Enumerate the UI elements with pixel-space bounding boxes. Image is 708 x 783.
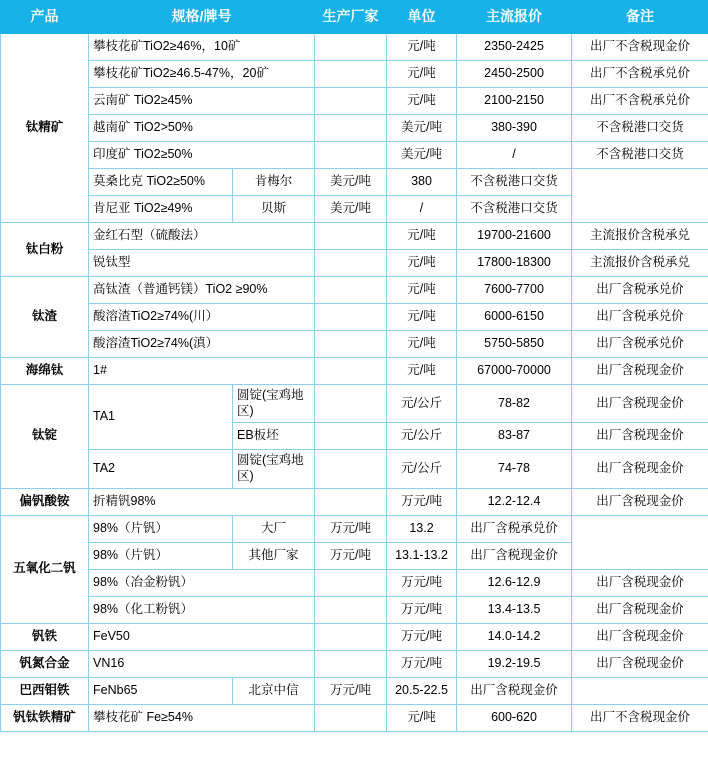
spec-name: 酸溶渣TiO2≥74%(川） xyxy=(89,304,315,331)
header-price: 主流报价 xyxy=(457,1,572,34)
manufacturer xyxy=(315,331,387,358)
product-name: 钒钛铁精矿 xyxy=(1,704,89,731)
note: 出厂含税现金价 xyxy=(572,358,708,385)
header-spec: 规格/牌号 xyxy=(89,1,315,34)
note: 出厂含税现金价 xyxy=(572,650,708,677)
unit: 万元/吨 xyxy=(387,650,457,677)
note: 出厂含税现金价 xyxy=(572,488,708,515)
unit: 元/吨 xyxy=(387,88,457,115)
table-row xyxy=(1,623,708,650)
price: 12.6-12.9 xyxy=(457,569,572,596)
spec-name: 云南矿 TiO2≥45% xyxy=(89,88,315,115)
unit: 元/吨 xyxy=(387,277,457,304)
price: 380 xyxy=(387,169,457,196)
note: 不含税港口交货 xyxy=(572,115,708,142)
table-row xyxy=(1,596,708,623)
header-manufacturer: 生产厂家 xyxy=(315,1,387,34)
table-row xyxy=(1,115,708,142)
unit: 元/吨 xyxy=(387,61,457,88)
product-name: 钒铁 xyxy=(1,623,89,650)
unit: 万元/吨 xyxy=(315,515,387,542)
unit: 万元/吨 xyxy=(315,542,387,569)
unit: 美元/吨 xyxy=(387,142,457,169)
note: 出厂不含税现金价 xyxy=(572,34,708,61)
spec-name: 攀枝花矿TiO2≥46.5-47%，20矿 xyxy=(89,61,315,88)
price: 7600-7700 xyxy=(457,277,572,304)
price: 14.0-14.2 xyxy=(457,623,572,650)
product-name: 钛渣 xyxy=(1,277,89,358)
spec-subtype: 圆锭(宝鸡地区) xyxy=(233,385,315,423)
unit: 元/吨 xyxy=(387,34,457,61)
note: 出厂含税承兑价 xyxy=(572,277,708,304)
note: 出厂含税承兑价 xyxy=(457,515,572,542)
unit: 元/吨 xyxy=(387,250,457,277)
product-name: 巴西钼铁 xyxy=(1,677,89,704)
unit: 万元/吨 xyxy=(387,569,457,596)
table-row xyxy=(1,169,708,196)
manufacturer: 大厂 xyxy=(233,515,315,542)
table-row xyxy=(1,223,708,250)
manufacturer xyxy=(315,34,387,61)
table-row xyxy=(1,704,708,731)
note: 出厂含税现金价 xyxy=(572,623,708,650)
product-name: 五氧化二钒 xyxy=(1,515,89,623)
product-name: 钛白粉 xyxy=(1,223,89,277)
note: 出厂含税现金价 xyxy=(572,450,708,488)
unit: 美元/吨 xyxy=(315,196,387,223)
table-row xyxy=(1,358,708,385)
spec-name: VN16 xyxy=(89,650,315,677)
header-product: 产品 xyxy=(1,1,89,34)
spec-name: 锐钛型 xyxy=(89,250,315,277)
table-row xyxy=(1,385,708,423)
note: 出厂不含税现金价 xyxy=(572,704,708,731)
table-row xyxy=(1,196,708,223)
price: 17800-18300 xyxy=(457,250,572,277)
price: 2450-2500 xyxy=(457,61,572,88)
note: 出厂含税现金价 xyxy=(457,677,572,704)
note: 主流报价含税承兑 xyxy=(572,250,708,277)
manufacturer xyxy=(315,277,387,304)
manufacturer xyxy=(315,596,387,623)
spec-name: 攀枝花矿 Fe≥54% xyxy=(89,704,315,731)
table-row xyxy=(1,488,708,515)
spec-name: FeV50 xyxy=(89,623,315,650)
note: 主流报价含税承兑 xyxy=(572,223,708,250)
price: 380-390 xyxy=(457,115,572,142)
note: 出厂含税现金价 xyxy=(572,569,708,596)
manufacturer: 其他厂家 xyxy=(233,542,315,569)
unit: 万元/吨 xyxy=(315,677,387,704)
price: / xyxy=(387,196,457,223)
note: 出厂含税现金价 xyxy=(572,596,708,623)
manufacturer xyxy=(315,88,387,115)
price: 83-87 xyxy=(457,423,572,450)
price: 13.2 xyxy=(387,515,457,542)
manufacturer xyxy=(315,704,387,731)
spec-name: TA2 xyxy=(89,450,233,488)
table-row xyxy=(1,542,708,569)
price: 12.2-12.4 xyxy=(457,488,572,515)
spec-name: 莫桑比克 TiO2≥50% xyxy=(89,169,233,196)
price: 13.4-13.5 xyxy=(457,596,572,623)
unit: 元/吨 xyxy=(387,358,457,385)
table-row xyxy=(1,650,708,677)
note: 出厂含税现金价 xyxy=(572,423,708,450)
manufacturer xyxy=(315,115,387,142)
unit: 元/吨 xyxy=(387,331,457,358)
table-row xyxy=(1,61,708,88)
table-row xyxy=(1,277,708,304)
product-name: 钛锭 xyxy=(1,385,89,489)
spec-name: 1# xyxy=(89,358,315,385)
note: 出厂不含税承兑价 xyxy=(572,88,708,115)
unit: 万元/吨 xyxy=(387,596,457,623)
table-row xyxy=(1,677,708,704)
price: 20.5-22.5 xyxy=(387,677,457,704)
spec-name: 攀枝花矿TiO2≥46%，10矿 xyxy=(89,34,315,61)
unit: 美元/吨 xyxy=(315,169,387,196)
spec-name: 98%（冶金粉钒） xyxy=(89,569,315,596)
price: 13.1-13.2 xyxy=(387,542,457,569)
price: 2350-2425 xyxy=(457,34,572,61)
price: 6000-6150 xyxy=(457,304,572,331)
unit: 万元/吨 xyxy=(387,488,457,515)
unit: 元/公斤 xyxy=(387,450,457,488)
table-row xyxy=(1,34,708,61)
price: 600-620 xyxy=(457,704,572,731)
manufacturer xyxy=(315,61,387,88)
spec-name: 肯尼亚 TiO2≥49% xyxy=(89,196,233,223)
unit: 美元/吨 xyxy=(387,115,457,142)
manufacturer xyxy=(315,223,387,250)
product-name: 海绵钛 xyxy=(1,358,89,385)
table-row xyxy=(1,331,708,358)
product-name: 钒氮合金 xyxy=(1,650,89,677)
manufacturer: 肯梅尔 xyxy=(233,169,315,196)
manufacturer xyxy=(315,250,387,277)
spec-name: 高钛渣（普通钙镁）TiO2 ≥90% xyxy=(89,277,315,304)
spec-name: TA1 xyxy=(89,385,233,450)
manufacturer xyxy=(315,650,387,677)
spec-name: 98%（化工粉钒） xyxy=(89,596,315,623)
spec-name: FeNb65 xyxy=(89,677,233,704)
manufacturer: 贝斯 xyxy=(233,196,315,223)
manufacturer xyxy=(315,385,387,423)
table-body xyxy=(1,34,708,732)
price: 19.2-19.5 xyxy=(457,650,572,677)
spec-name: 越南矿 TiO2>50% xyxy=(89,115,315,142)
manufacturer xyxy=(315,623,387,650)
price: 67000-70000 xyxy=(457,358,572,385)
manufacturer: 北京中信 xyxy=(233,677,315,704)
header-note: 备注 xyxy=(572,1,708,34)
note: 不含税港口交货 xyxy=(457,169,572,196)
note: 出厂含税现金价 xyxy=(457,542,572,569)
table-row xyxy=(1,250,708,277)
unit: 元/公斤 xyxy=(387,423,457,450)
spec-subtype: EB板坯 xyxy=(233,423,315,450)
price: 5750-5850 xyxy=(457,331,572,358)
spec-name: 酸溶渣TiO2≥74%(滇） xyxy=(89,331,315,358)
header-unit: 单位 xyxy=(387,1,457,34)
manufacturer xyxy=(315,423,387,450)
note: 出厂不含税承兑价 xyxy=(572,61,708,88)
spec-name: 98%（片钒） xyxy=(89,515,233,542)
note: 出厂含税承兑价 xyxy=(572,304,708,331)
note: 不含税港口交货 xyxy=(572,142,708,169)
unit: 元/吨 xyxy=(387,304,457,331)
spec-name: 印度矿 TiO2≥50% xyxy=(89,142,315,169)
manufacturer xyxy=(315,142,387,169)
spec-name: 折精钒98% xyxy=(89,488,315,515)
table-row xyxy=(1,450,708,488)
price: 78-82 xyxy=(457,385,572,423)
manufacturer xyxy=(315,488,387,515)
unit: 万元/吨 xyxy=(387,623,457,650)
price: 2100-2150 xyxy=(457,88,572,115)
spec-name: 98%（片钒） xyxy=(89,542,233,569)
product-name: 钛精矿 xyxy=(1,34,89,223)
table-row xyxy=(1,142,708,169)
manufacturer xyxy=(315,569,387,596)
manufacturer xyxy=(315,358,387,385)
spec-name: 金红石型（硫酸法） xyxy=(89,223,315,250)
note: 不含税港口交货 xyxy=(457,196,572,223)
product-name: 偏钒酸铵 xyxy=(1,488,89,515)
unit: 元/公斤 xyxy=(387,385,457,423)
table-header xyxy=(1,1,708,34)
unit: 元/吨 xyxy=(387,223,457,250)
unit: 元/吨 xyxy=(387,704,457,731)
table-row xyxy=(1,304,708,331)
table-row xyxy=(1,515,708,542)
manufacturer xyxy=(315,450,387,488)
price: 19700-21600 xyxy=(457,223,572,250)
header-row xyxy=(1,1,708,34)
table-row xyxy=(1,569,708,596)
price: / xyxy=(457,142,572,169)
table-row xyxy=(1,88,708,115)
manufacturer xyxy=(315,304,387,331)
price: 74-78 xyxy=(457,450,572,488)
note: 出厂含税现金价 xyxy=(572,385,708,423)
spec-subtype: 圆锭(宝鸡地区) xyxy=(233,450,315,488)
note: 出厂含税承兑价 xyxy=(572,331,708,358)
